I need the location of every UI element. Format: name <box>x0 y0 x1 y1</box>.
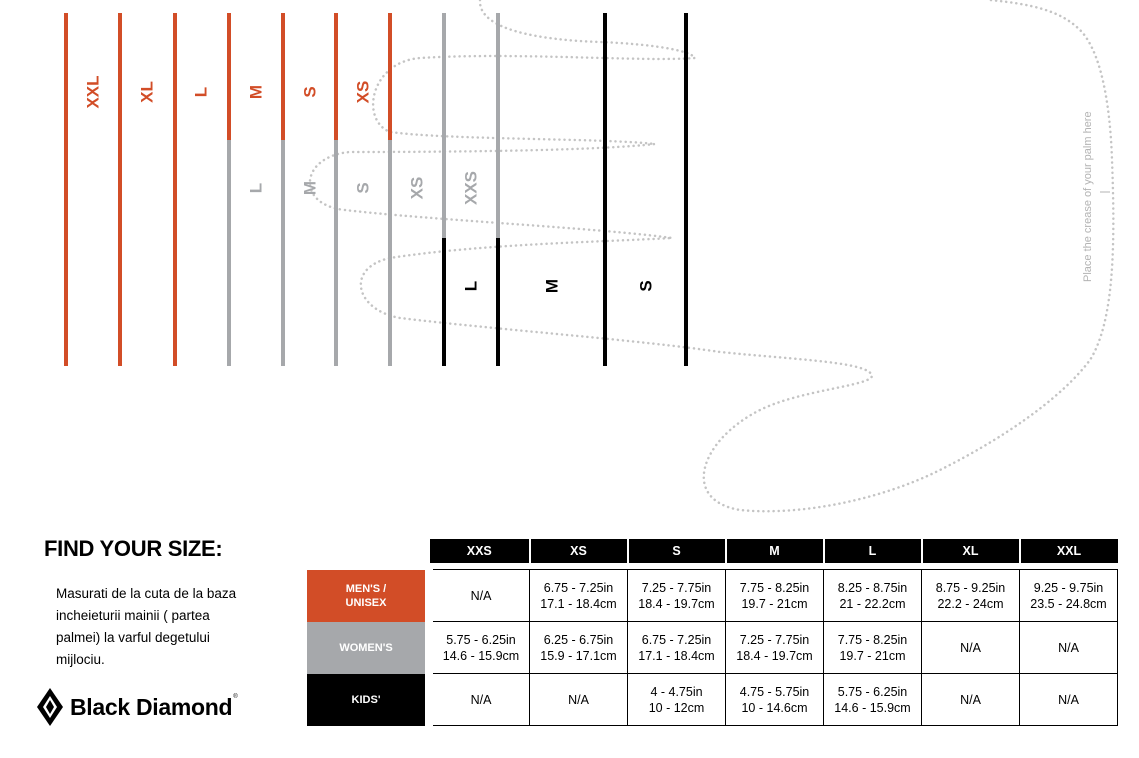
table-cell <box>1020 570 1118 622</box>
size-ruler-label: S <box>636 280 656 292</box>
table-cell <box>530 570 628 622</box>
size-ruler-label: L <box>246 182 266 194</box>
header-xxs: XXS <box>429 539 530 563</box>
table-cell <box>628 674 726 726</box>
table-cell <box>530 674 628 726</box>
cell-cm: 14.6 - 15.9cm <box>442 648 520 663</box>
table-cell <box>530 622 628 674</box>
table-row-mens <box>307 570 1118 622</box>
cell-inches: 8.75 - 9.25in <box>935 580 1006 595</box>
table-cell <box>1020 674 1118 726</box>
table-row-kids <box>307 674 1118 726</box>
table-cell <box>726 622 824 674</box>
size-ruler-label: XS <box>353 80 373 104</box>
header-xl: XL <box>922 539 1020 563</box>
table-cell <box>429 622 530 674</box>
table-cell <box>824 674 922 726</box>
cell-inches: 6.75 - 7.25in <box>543 580 614 595</box>
table-row-womens <box>307 622 1118 674</box>
size-ruler-label: XL <box>137 81 157 103</box>
cell-cm: 19.7 - 21cm <box>839 648 906 663</box>
brand-logo <box>36 688 238 726</box>
size-ruler-label: XS <box>407 176 427 200</box>
cell-inches: N/A <box>960 640 981 655</box>
size-ruler-label: L <box>191 86 211 98</box>
cell-cm: 14.6 - 15.9cm <box>834 700 911 715</box>
table-cell <box>429 674 530 726</box>
header-xs: XS <box>530 539 628 563</box>
size-ruler-label: M <box>246 84 266 100</box>
size-ruler-label: L <box>461 280 481 292</box>
cell-inches: 5.75 - 6.25in <box>837 684 908 699</box>
header-s: S <box>628 539 726 563</box>
row-label-womens <box>307 622 429 674</box>
cell-inches: 5.75 - 6.25in <box>446 632 516 647</box>
size-ruler-label: M <box>300 180 320 196</box>
cell-inches: N/A <box>1058 692 1079 707</box>
table-cell <box>726 570 824 622</box>
table-cell <box>922 674 1020 726</box>
cell-cm: 19.7 - 21cm <box>741 596 808 611</box>
cell-inches: 7.75 - 8.25in <box>837 632 908 647</box>
header-m: M <box>726 539 824 563</box>
cell-cm: 18.4 - 19.7cm <box>736 648 813 663</box>
cell-cm: 23.5 - 24.8cm <box>1030 596 1107 611</box>
hand-outline <box>310 0 1113 511</box>
table-cell <box>922 622 1020 674</box>
table-cell <box>429 570 530 622</box>
header-l: L <box>824 539 922 563</box>
cell-cm: 22.2 - 24cm <box>937 596 1004 611</box>
size-ruler-label: XXS <box>461 170 481 206</box>
cell-inches: 4 - 4.75in <box>650 684 703 699</box>
table-header-row <box>307 539 1118 563</box>
table-cell <box>628 570 726 622</box>
size-ruler-label: M <box>542 278 562 294</box>
table-cell <box>922 570 1020 622</box>
cell-cm: 10 - 12cm <box>648 700 705 715</box>
cell-cm: 15.9 - 17.1cm <box>540 648 617 663</box>
size-table <box>307 539 1118 726</box>
row-label-line: MEN'S / <box>345 582 387 595</box>
cell-inches: 6.25 - 6.75in <box>543 632 614 647</box>
cell-inches: N/A <box>960 692 981 707</box>
cell-cm: 10 - 14.6cm <box>741 700 808 715</box>
cell-inches: 7.25 - 7.75in <box>641 580 712 595</box>
cell-inches: 7.75 - 8.25in <box>739 580 810 595</box>
measure-instructions: Masurati de la cuta de la baza incheieturii mainii ( partea palmei) la varful degetului mijlociu. <box>56 586 237 667</box>
cell-inches: 4.75 - 5.75in <box>739 684 810 699</box>
header-xxl: XXL <box>1020 539 1118 563</box>
size-ruler-label: XXL <box>83 75 103 109</box>
cell-cm: 21 - 22.2cm <box>839 596 906 611</box>
row-label-mens <box>307 570 429 622</box>
cell-inches: N/A <box>470 588 492 603</box>
row-label-line: UNISEX <box>345 596 387 609</box>
cell-cm: 17.1 - 18.4cm <box>540 596 617 611</box>
cell-inches: 7.25 - 7.75in <box>739 632 810 647</box>
table-cell <box>824 570 922 622</box>
table-cell <box>824 622 922 674</box>
table-corner <box>307 539 429 563</box>
table-cell <box>726 674 824 726</box>
brand-name: Black Diamond <box>70 693 233 720</box>
brand-registered-mark: ® <box>233 694 238 700</box>
row-label-line: KIDS' <box>351 693 381 706</box>
cell-inches: N/A <box>1058 640 1079 655</box>
row-label-line: WOMEN'S <box>339 641 393 654</box>
cell-inches: 8.25 - 8.75in <box>837 580 908 595</box>
diamond-logo-icon <box>36 688 64 726</box>
palm-crease-note: Place the crease of your palm here <box>1082 111 1094 282</box>
cell-inches: 6.75 - 7.25in <box>641 632 712 647</box>
find-size-title: FIND YOUR SIZE: <box>44 536 223 561</box>
cell-inches: 9.25 - 9.75in <box>1033 580 1104 595</box>
cell-cm: 17.1 - 18.4cm <box>638 648 715 663</box>
table-cell <box>1020 622 1118 674</box>
size-ruler-label: S <box>300 86 320 98</box>
cell-inches: N/A <box>568 692 589 707</box>
table-cell <box>628 622 726 674</box>
cell-cm: 18.4 - 19.7cm <box>638 596 715 611</box>
size-ruler-label: S <box>353 182 373 194</box>
cell-inches: N/A <box>470 692 492 707</box>
row-label-kids <box>307 674 429 726</box>
